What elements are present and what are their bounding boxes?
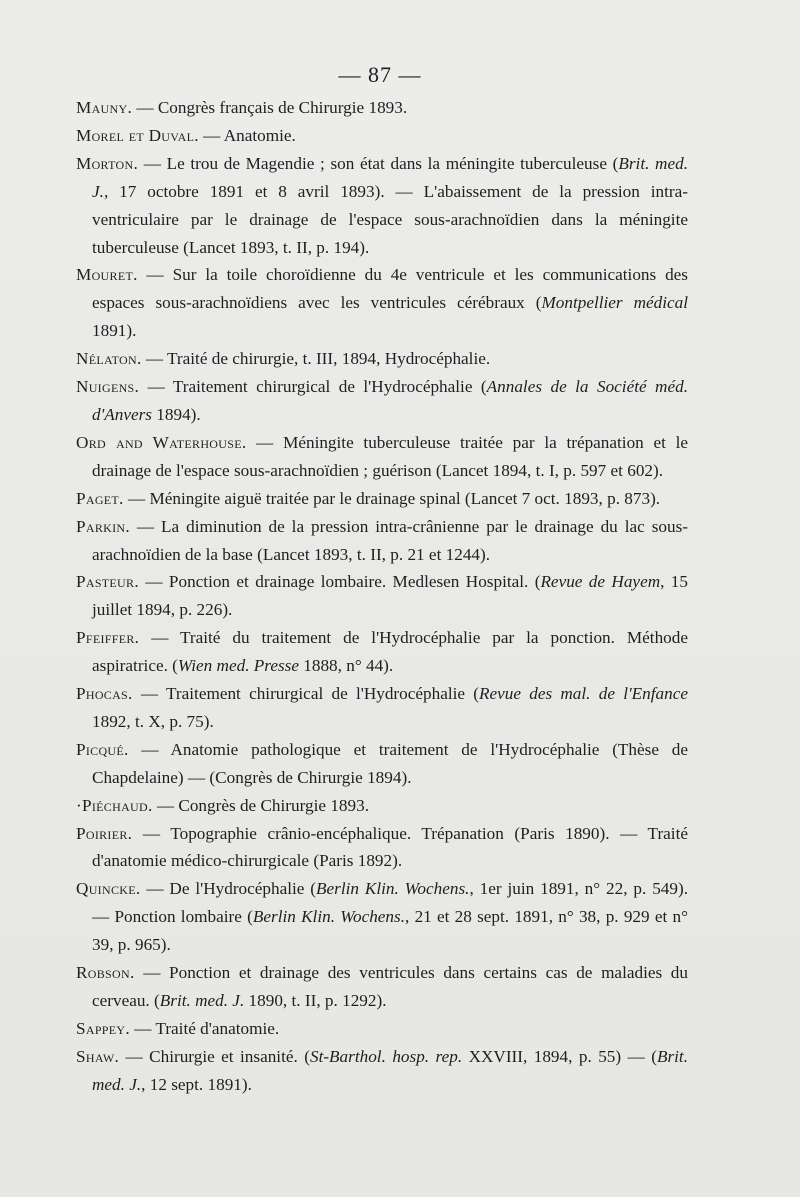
bibliography-entry bbox=[76, 820, 688, 876]
entry-author: Phocas. bbox=[76, 684, 133, 704]
entry-journal-title: Brit. med. J. bbox=[92, 153, 688, 201]
bibliography-entry bbox=[76, 624, 688, 680]
entry-author: Morel et Duval. bbox=[76, 125, 199, 145]
entry-author: Quincke. bbox=[76, 879, 141, 899]
entry-author: Ord and Waterhouse. bbox=[76, 432, 247, 452]
entry-journal-title: Berlin Klin. Wochens. bbox=[316, 879, 470, 899]
entry-text: — Traitement chirurgical de l'Hydrocéphalie ( bbox=[132, 684, 479, 704]
entry-text: , 12 sept. 1891). bbox=[141, 1074, 252, 1094]
bibliography-entry bbox=[76, 345, 688, 373]
entry-text: — De l'Hydrocéphalie ( bbox=[140, 879, 317, 899]
entry-text: — La diminution de la pression intra-crânienne par le drainage du lac sous-arachnoïdien de la base (Lancet 1893, t. II, p. 21 et 1244). bbox=[92, 516, 688, 564]
bibliography-entry bbox=[76, 1015, 688, 1043]
entry-journal-title: Brit. med. J. bbox=[159, 991, 245, 1010]
entry-text: — Traité de chirurgie, t. III, 1894, Hydrocéphalie. bbox=[141, 349, 491, 369]
entry-journal-title: Wien med. Presse bbox=[177, 656, 299, 676]
entry-journal-title: Brit. med. J. bbox=[92, 1046, 688, 1094]
bibliography-entry bbox=[76, 736, 688, 792]
entry-text: — Congrès français de Chirurgie 1893. bbox=[132, 98, 408, 117]
bibliography-entry bbox=[76, 1043, 688, 1099]
entry-text: 1890, t. II, p. 1292). bbox=[244, 991, 387, 1010]
entry-author: Picqué. bbox=[76, 739, 129, 759]
entry-author: Paget. bbox=[76, 488, 124, 508]
entry-text: — Congrès de Chirurgie 1893. bbox=[152, 795, 369, 815]
entry-author: Mauny. bbox=[76, 98, 133, 117]
entry-journal-title: Revue des mal. de l'Enfance bbox=[478, 684, 688, 704]
entry-text: 1894). bbox=[152, 404, 201, 424]
entry-text: XXVIII, 1894, p. 55) — ( bbox=[462, 1046, 657, 1066]
bibliography-entry bbox=[76, 680, 688, 736]
bibliography-entry bbox=[76, 875, 688, 959]
entry-text: — Méningite tuberculeuse traitée par la trépanation et le drainage de l'espace sous-arachnoïdien ; guérison (Lancet 1894, t. I, p. 597 et 602). bbox=[92, 432, 688, 480]
entry-text: , 17 octobre 1891 et 8 avril 1893). — L'abaissement de la pression intra-ventriculaire par le drainage de l'espace sous-arachnoïdien dans la méningite tuberculeuse (Lancet 1893, t. II, p. 194). bbox=[92, 181, 688, 257]
entry-journal-title: Revue de Hayem bbox=[540, 572, 661, 592]
entry-author: Parkin. bbox=[76, 516, 130, 536]
entry-author: Pfeiffer. bbox=[76, 628, 140, 648]
bibliography-entry bbox=[76, 261, 688, 345]
entry-text: — Traité d'anatomie. bbox=[129, 1018, 280, 1038]
entry-text: — Traité du traitement de l'Hydrocéphalie par la ponction. Méthode aspiratrice. ( bbox=[92, 628, 688, 676]
entry-journal-title: Berlin Klin. Wochens. bbox=[252, 907, 406, 927]
entry-text: , 15 juillet 1894, p. 226). bbox=[92, 572, 688, 620]
bibliography-entry bbox=[76, 568, 688, 624]
entry-text: — Méningite aiguë traitée par le drainage spinal (Lancet 7 oct. 1893, p. 873). bbox=[123, 488, 661, 508]
entry-text: — Chirurgie et insanité. ( bbox=[119, 1046, 310, 1066]
bibliography-list bbox=[76, 94, 688, 1099]
bibliography-entry bbox=[76, 513, 688, 569]
bibliography-entry bbox=[76, 122, 688, 150]
bibliography-entry bbox=[76, 959, 688, 1015]
entry-author: Nuigens. bbox=[76, 377, 140, 397]
bibliography-entry bbox=[76, 94, 688, 122]
bibliography-entry bbox=[76, 150, 688, 262]
bibliography-entry bbox=[76, 373, 688, 429]
bibliography-entry bbox=[76, 485, 688, 513]
entry-author: Pasteur. bbox=[76, 572, 139, 592]
entry-journal-title: St-Barthol. hosp. rep. bbox=[309, 1046, 463, 1066]
entry-text: , 1er juin 1891, n° 22, p. 549). — Ponction lombaire ( bbox=[92, 879, 688, 927]
entry-author: Robson. bbox=[76, 963, 135, 983]
entry-text: 1891). bbox=[92, 321, 137, 341]
entry-journal-title: Annales de la Société méd. d'Anvers bbox=[92, 377, 688, 424]
entry-text: — Le trou de Magendie ; son état dans la méningite tuberculeuse ( bbox=[138, 153, 619, 173]
entry-text: — Ponction et drainage lombaire. Medlesen Hospital. ( bbox=[138, 572, 541, 592]
entry-text: 1892, t. X, p. 75). bbox=[92, 711, 214, 731]
page-number: — 87 — bbox=[338, 62, 422, 87]
entry-text: — Anatomie. bbox=[198, 125, 296, 145]
entry-author: Nélaton. bbox=[76, 349, 142, 369]
entry-author: Morton. bbox=[76, 153, 139, 173]
entry-author: Shaw. bbox=[76, 1046, 120, 1066]
entry-author: Mouret. bbox=[76, 265, 138, 285]
entry-text: — Anatomie pathologique et traitement de l'Hydrocéphalie (Thèse de Chapdelaine) — (Congrès de Chirurgie 1894). bbox=[92, 739, 688, 787]
entry-text: — Sur la toile choroïdienne du 4e ventricule et les communications des espaces sous-arachnoïdiens avec les ventricules cérébraux ( bbox=[92, 265, 688, 313]
entry-author: ·Piéchaud. bbox=[76, 795, 153, 815]
entry-text: 1888, n° 44). bbox=[298, 656, 394, 676]
entry-text: — Ponction et drainage des ventricules dans certains cas de maladies du cerveau. ( bbox=[92, 963, 688, 1010]
bibliography-entry bbox=[76, 792, 688, 820]
entry-text: , 21 et 28 sept. 1891, n° 38, p. 929 et n° 39, p. 965). bbox=[92, 907, 688, 955]
entry-text: — Topographie crânio-encéphalique. Trépanation (Paris 1890). — Traité d'anatomie médico-chirurgicale (Paris 1892). bbox=[92, 823, 688, 871]
bibliography-entry bbox=[76, 429, 688, 485]
entry-text: — Traitement chirurgical de l'Hydrocéphalie ( bbox=[139, 377, 487, 397]
entry-author: Sappey. bbox=[76, 1018, 130, 1038]
entry-author: Poirier. bbox=[76, 823, 133, 843]
entry-journal-title: Montpellier médical bbox=[541, 293, 688, 313]
